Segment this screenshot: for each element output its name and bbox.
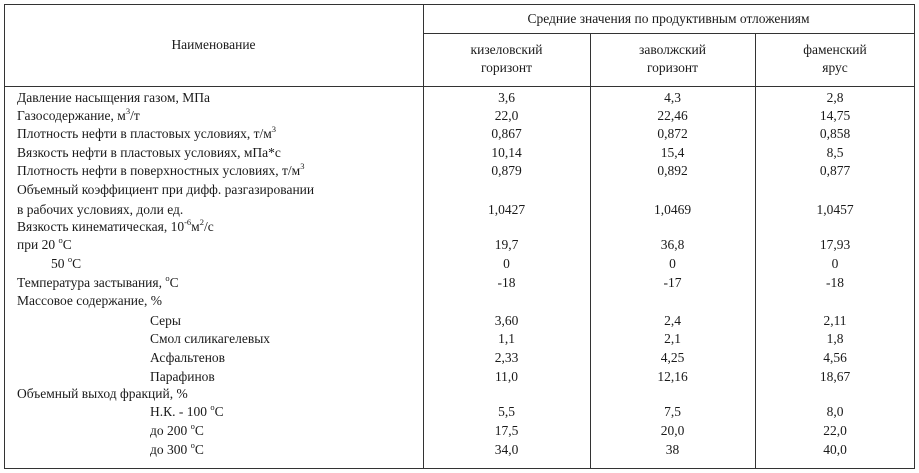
table-cell: 1,0427 (487, 202, 526, 217)
table-cell: 8,5 (826, 145, 844, 160)
table-cell: 3,6 (498, 90, 515, 105)
table-cell: 0 (669, 256, 676, 271)
table-cell: 2,1 (664, 331, 681, 346)
column-header-line2: горизонт (646, 60, 699, 75)
table-cell: 11,0 (494, 369, 519, 384)
row-label-pour-point: Температура застывания, $^о$С (17, 272, 179, 290)
table-cell: 0 (503, 256, 510, 271)
row-label-reservoir-viscosity: Вязкость нефти в пластовых условиях, мПа*с (17, 145, 281, 160)
table-cell: 0,872 (657, 126, 688, 141)
row-label-asphaltenes: Асфальтенов (150, 350, 226, 365)
table-cell: 18,67 (819, 369, 851, 384)
table-cell: 22,0 (823, 423, 847, 438)
row-label-volume-factor-cont: в рабочих условиях, доли ед. (17, 202, 184, 217)
table-cell: 22,0 (494, 108, 519, 123)
row-label-fraction-100c: Н.К. - 100 $^о$С (150, 401, 224, 419)
table-cell: 5,5 (498, 404, 515, 419)
table-cell: 1,0457 (816, 202, 854, 217)
row-label-volume-factor: Объемный коэффициент при дифф. разгазировании (17, 182, 315, 197)
table-cell: 2,33 (494, 350, 519, 365)
row-label-fraction-yield: Объемный выход фракций, % (17, 386, 188, 401)
row-label-sulfur: Серы (150, 313, 181, 328)
table-cell: 2,4 (664, 313, 681, 328)
table-cell: 4,25 (660, 350, 685, 365)
row-label-viscosity-20c: при 20 $^о$С (17, 234, 72, 252)
row-label-paraffins: Парафинов (150, 369, 215, 384)
table-cell: 36,8 (660, 237, 685, 252)
table-cell: 0,867 (491, 126, 522, 141)
table-cell: 1,8 (826, 331, 844, 346)
table-cell: 17,5 (494, 423, 519, 438)
row-label-kinematic-viscosity: Вязкость кинематическая, $10^{-6}м^2/с$ (17, 216, 214, 234)
table-cell: 34,0 (494, 442, 519, 457)
table-cell: 4,3 (664, 90, 681, 105)
table-cell: -17 (663, 275, 682, 290)
group-header: Средние значения по продуктивным отложениям (527, 11, 810, 26)
row-label-mass-content: Массовое содержание, % (17, 293, 163, 308)
table-left-border (4, 4, 5, 469)
column-header-line1: фаменский (803, 42, 867, 57)
table-cell: 0,877 (819, 163, 851, 178)
column-header-famen (755, 41, 915, 77)
table-cell: 12,16 (657, 369, 688, 384)
column-header-line1: заволжский (639, 42, 706, 57)
table-cell: 8,0 (826, 404, 844, 419)
column-header-line2: горизонт (480, 60, 533, 75)
table-cell: 10,14 (491, 145, 522, 160)
table-cell: 1,1 (498, 331, 515, 346)
column-header-zavolzh (590, 41, 755, 77)
table-cell: 0 (831, 256, 839, 271)
table-cell: -18 (497, 275, 516, 290)
table-cell: 19,7 (494, 237, 519, 252)
table-cell: 14,75 (819, 108, 851, 123)
table-cell: 40,0 (823, 442, 847, 457)
row-label-fraction-300c: до 300 $^о$С (150, 439, 204, 457)
table-cell: 0,879 (491, 163, 522, 178)
row-label-resins: Смол силикагелевых (150, 331, 271, 346)
table-cell: 15,4 (660, 145, 685, 160)
table-cell: 0,858 (819, 126, 851, 141)
table-cell: 3,60 (494, 313, 519, 328)
table-cell: 38 (665, 442, 680, 457)
table-bottom-border (4, 468, 915, 469)
table-cell: 2,8 (826, 90, 844, 105)
header-bottom-border (4, 86, 915, 87)
table-cell: 2,11 (823, 313, 847, 328)
table-cell: -18 (826, 275, 844, 290)
column-header-line1: кизеловский (470, 42, 543, 57)
table-cell: 1,0469 (653, 202, 692, 217)
row-label-gas-content: Газосодержание, $м^3/т$ (17, 105, 140, 123)
table-cell: 0,892 (657, 163, 688, 178)
row-label-saturation-pressure: Давление насыщения газом, МПа (17, 90, 210, 105)
column-header-line2: ярус (822, 60, 848, 75)
table-cell: 7,5 (664, 404, 681, 419)
table-cell: 17,93 (819, 237, 851, 252)
table-cell: 22,46 (657, 108, 688, 123)
row-label-fraction-200c: до 200 $^о$С (150, 420, 204, 438)
table-cell: 20,0 (660, 423, 685, 438)
table-top-border (4, 4, 915, 5)
group-header-divider (423, 33, 915, 34)
row-label-viscosity-50c: 50 $^о$С (51, 253, 82, 271)
row-label-surface-density: Плотность нефти в поверхностных условиях, $т/м^3$ (17, 160, 305, 178)
name-column-header: Наименование (171, 37, 256, 52)
row-label-reservoir-density: Плотность нефти в пластовых условиях, $т/м^3$ (17, 123, 277, 141)
column-header-kizel (423, 41, 590, 77)
table-cell: 4,56 (823, 350, 847, 365)
